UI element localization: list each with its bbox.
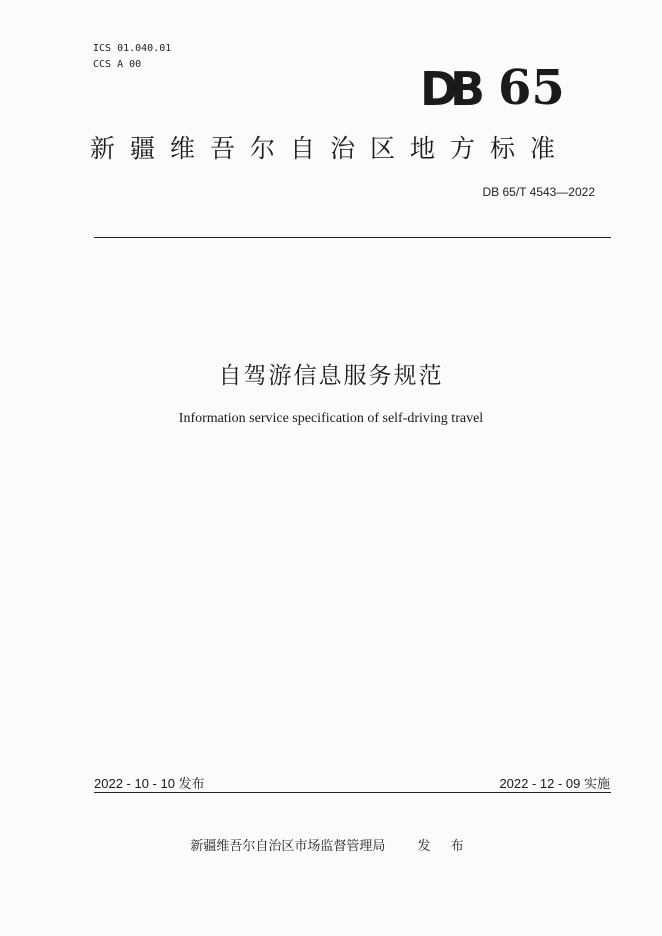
ccs-code: CCS A 00 [93, 59, 142, 70]
db-standard-logo [420, 62, 565, 118]
publisher-action: 发 布 [417, 839, 472, 854]
publisher-organization: 新疆维吾尔自治区市场监督管理局 [190, 839, 386, 854]
logo-letter-b: B [450, 62, 484, 116]
bottom-divider [94, 792, 611, 793]
top-divider [94, 237, 611, 238]
standard-type-heading: 新疆维吾尔自治区地方标准 [90, 134, 571, 163]
document-title-chinese: 自驾游信息服务规范 [218, 363, 444, 389]
implementation-date: 2022 - 12 - 09 实施 [499, 776, 610, 791]
ics-code: ICS 01.040.01 [93, 43, 172, 54]
logo-letter-d: D [420, 62, 457, 116]
standard-number: DB 65/T 4543—2022 [482, 185, 595, 199]
classification-codes [93, 41, 171, 73]
publisher-line [0, 835, 662, 854]
issue-date: 2022 - 10 - 10 发布 [94, 776, 205, 791]
document-title-english: Information service specification of self-driving travel [178, 411, 484, 426]
logo-number: 65 [498, 60, 565, 116]
